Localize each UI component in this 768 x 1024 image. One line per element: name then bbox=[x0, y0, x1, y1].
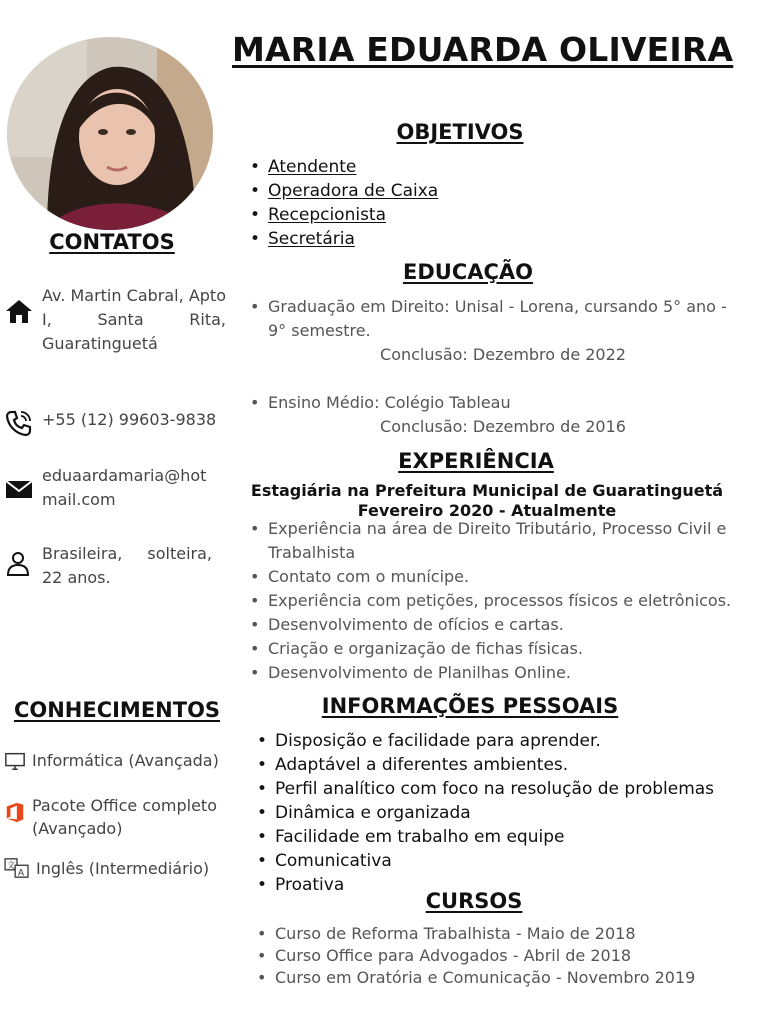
phone-icon bbox=[4, 408, 34, 438]
contact-phone bbox=[4, 408, 226, 434]
course-item: • Curso Office para Advogados - Abril de 2018 bbox=[255, 945, 745, 967]
svg-text:文: 文 bbox=[6, 860, 16, 870]
education-text: Ensino Médio: Colégio Tableau bbox=[268, 393, 511, 412]
personal-text: Brasileira, solteira, 22 anos. bbox=[42, 544, 212, 587]
knowledge-title: CONHECIMENTOS bbox=[13, 698, 221, 722]
person-icon bbox=[4, 548, 34, 578]
personal-info-item: • Dinâmica e organizada bbox=[255, 801, 745, 825]
personal-info-list bbox=[255, 729, 745, 897]
experience-item: • Criação e organização de fichas físicas. bbox=[248, 637, 744, 661]
objectives-title: OBJETIVOS bbox=[396, 120, 524, 144]
job-title: Estagiária na Prefeitura Municipal de Guaratinguetá bbox=[250, 481, 724, 500]
mail-icon bbox=[4, 474, 34, 504]
office-icon bbox=[4, 800, 26, 830]
experience-title: EXPERIÊNCIA bbox=[398, 449, 554, 473]
education-conclusion: Conclusão: Dezembro de 2016 bbox=[380, 417, 626, 436]
objective-item: • Secretária bbox=[248, 227, 548, 251]
course-item: • Curso em Oratória e Comunicação - Novembro 2019 bbox=[255, 967, 745, 989]
personal-info-item: • Disposição e facilidade para aprender. bbox=[255, 729, 745, 753]
experience-list bbox=[248, 517, 744, 685]
knowledge-label: Inglês (Intermediário) bbox=[36, 859, 210, 878]
home-icon bbox=[4, 296, 34, 326]
job-heading bbox=[246, 481, 728, 521]
translate-icon bbox=[4, 857, 30, 885]
profile-photo bbox=[7, 37, 213, 230]
objectives-list bbox=[248, 155, 548, 251]
address-text: Av. Martin Cabral, Apto I, Santa Rita, Guaratinguetá bbox=[42, 286, 226, 353]
education-item bbox=[248, 391, 738, 439]
personal-info-item: • Facilidade em trabalho em equipe bbox=[255, 825, 745, 849]
experience-item: • Desenvolvimento de ofícios e cartas. bbox=[248, 613, 744, 637]
personal-info-item: • Proativa bbox=[255, 873, 745, 897]
contact-email bbox=[4, 464, 226, 514]
education-item bbox=[248, 295, 738, 367]
contact-personal bbox=[4, 542, 226, 592]
experience-item: • Experiência com petições, processos físicos e eletrônicos. bbox=[248, 589, 744, 613]
job-period: Fevereiro 2020 - Atualmente bbox=[357, 501, 617, 520]
personal-info-item: • Adaptável a diferentes ambientes. bbox=[255, 753, 745, 777]
phone-text: +55 (12) 99603-9838 bbox=[42, 410, 217, 429]
email-line-1: eduaardamaria@hot bbox=[42, 466, 207, 485]
contacts-title: CONTATOS bbox=[49, 230, 175, 254]
monitor-icon bbox=[4, 750, 26, 778]
contact-address bbox=[4, 284, 226, 356]
experience-item: • Experiência na área de Direito Tributário, Processo Civil e Trabalhista bbox=[248, 517, 744, 565]
education-list bbox=[248, 295, 738, 439]
education-text: Graduação em Direito: Unisal - Lorena, cursando 5° ano - 9° semestre. bbox=[268, 297, 727, 340]
email-text bbox=[42, 464, 226, 512]
email-line-2: mail.com bbox=[42, 490, 116, 509]
education-conclusion: Conclusão: Dezembro de 2022 bbox=[380, 345, 626, 364]
courses-title: CURSOS bbox=[425, 889, 523, 913]
education-title: EDUCAÇÃO bbox=[402, 260, 533, 284]
experience-item: • Desenvolvimento de Planilhas Online. bbox=[248, 661, 744, 685]
experience-item: • Contato com o munícipe. bbox=[248, 565, 744, 589]
candidate-name: MARIA EDUARDA OLIVEIRA bbox=[232, 30, 734, 69]
objective-item: • Atendente bbox=[248, 155, 548, 179]
courses-list bbox=[255, 923, 745, 989]
knowledge-label: Pacote Office completo (Avançado) bbox=[32, 796, 217, 838]
course-item: • Curso de Reforma Trabalhista - Maio de 2018 bbox=[255, 923, 745, 945]
knowledge-label: Informática (Avançada) bbox=[32, 751, 219, 770]
objective-item: • Operadora de Caixa bbox=[248, 179, 548, 203]
personal-info-item: • Comunicativa bbox=[255, 849, 745, 873]
objective-item: • Recepcionista bbox=[248, 203, 548, 227]
personal-info-item: • Perfil analítico com foco na resolução de problemas bbox=[255, 777, 745, 801]
svg-text:A: A bbox=[17, 867, 25, 879]
personal-info-title: INFORMAÇÕES PESSOAIS bbox=[321, 694, 619, 718]
